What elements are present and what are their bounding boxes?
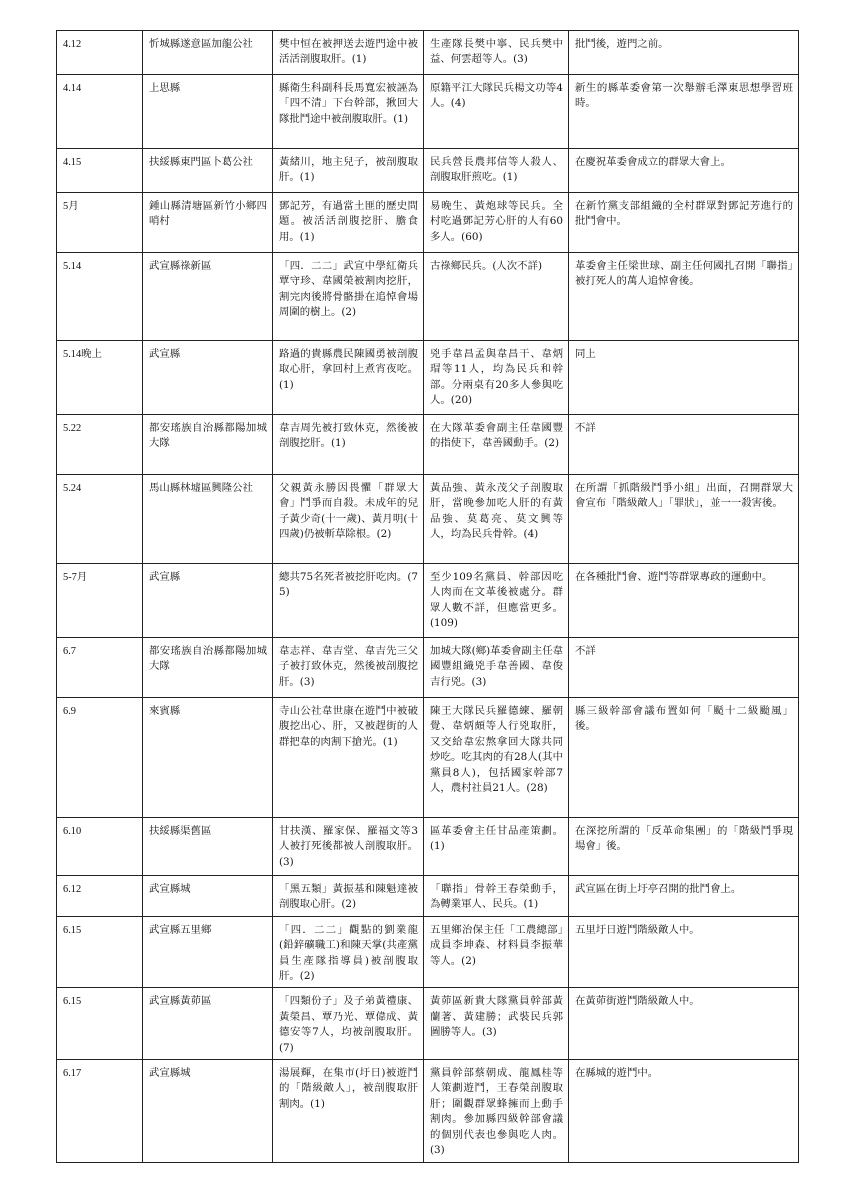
date-cell: 5.22 [57,415,143,475]
table-row [57,916,799,988]
place-cell: 武宣縣 [143,341,273,415]
context-cell: 在縣城的遊鬥中。 [569,1060,799,1162]
perpetrators-cell: 黃茆區新貴大隊黨員幹部黃蘭著、黃建勝；武裝民兵郭圖勝等人。(3) [424,988,569,1060]
table-row [57,638,799,698]
context-cell: 武宣區在街上圩亭召開的批鬥會上。 [569,876,799,917]
date-cell: 6.15 [57,916,143,988]
context-cell: 在深挖所謂的「反革命集團」的「階級鬥爭現場會」後。 [569,818,799,876]
victims-cell: 樊中恒在被押送去遊門途中被活活剖腹取肝。(1) [273,31,424,75]
records-table [56,30,799,1163]
victims-cell: 湯展輝，在集市(圩日)被遊鬥的「階級敵人」，被剖腹取肝割肉。(1) [273,1060,424,1162]
table-row [57,475,799,564]
perpetrators-cell: 古祿鄉民兵。(人次不詳) [424,253,569,341]
place-cell: 來賓縣 [143,698,273,818]
perpetrators-cell: 陳王大隊民兵羅德練、羅朝覺、韋炳頗等人行兇取肝，又交給韋宏熬拿回大隊共同炒吃。吃其肉的有28人(其中黨員8人)，包括國家幹部7人，農村社員21人。(28) [424,698,569,818]
victims-cell: 縣衛生科副科長馬寬宏被誣為「四不清」下台幹部，揪回大隊批鬥途中被剖腹取肝。(1) [273,75,424,149]
perpetrators-cell: 「聯指」骨幹王春榮動手，為轉業軍人、民兵。(1) [424,876,569,917]
date-cell: 6.7 [57,638,143,698]
date-cell: 6.9 [57,698,143,818]
place-cell: 武宣縣 [143,564,273,638]
victims-cell: 韋志祥、韋吉堂、韋吉先三父子被打致休克，然後被剖腹挖肝。(3) [273,638,424,698]
context-cell: 在新竹黨支部組織的全村群眾對鄧記芳進行的批鬥會中。 [569,193,799,253]
place-cell: 武宣縣城 [143,876,273,917]
context-cell: 不詳 [569,638,799,698]
context-cell: 革委會主任梁世球、副主任何國扎召開「聯指」被打死人的萬人追悼會後。 [569,253,799,341]
perpetrators-cell: 易晚生、黃炮球等民兵。全村吃過鄧記芳心肝的人有60多人。(60) [424,193,569,253]
context-cell: 五里圩日遊鬥階級敵人中。 [569,916,799,988]
victims-cell: 甘扶漢、羅家保、羅福文等3人被打死後都被人剖腹取肝。(3) [273,818,424,876]
table-row [57,564,799,638]
perpetrators-cell: 民兵營長農邦信等人殺人、剖腹取肝煎吃。(1) [424,149,569,193]
victims-cell: 路過的貴縣農民陳國勇被剖腹取心肝，拿回村上煮宵夜吃。(1) [273,341,424,415]
table-row [57,1060,799,1162]
date-cell: 5月 [57,193,143,253]
perpetrators-cell: 至少109名黨員、幹部因吃人肉而在文革後被處分。群眾人數不詳，但應當更多。(109) [424,564,569,638]
table-row [57,193,799,253]
table-row [57,341,799,415]
date-cell: 6.12 [57,876,143,917]
records-table-body [57,31,799,1163]
table-row [57,818,799,876]
context-cell: 在黃茆街遊鬥階級敵人中。 [569,988,799,1060]
victims-cell: 韋吉周先被打致休克，然後被剖腹挖肝。(1) [273,415,424,475]
victims-cell: 鄧記芳，有過當土匪的歷史問題。被活活剖腹挖肝、膽食用。(1) [273,193,424,253]
table-row [57,253,799,341]
perpetrators-cell: 加城大隊(鄉)革委會副主任韋國豐組織兇手韋善國、韋俊吉行兇。(3) [424,638,569,698]
context-cell: 在所謂「抓階級鬥爭小組」出面，召開群眾大會宣布「階級敵人」「罪狀」，並一一殺害後。 [569,475,799,564]
context-cell: 在慶祝革委會成立的群眾大會上。 [569,149,799,193]
table-row [57,31,799,75]
perpetrators-cell: 在大隊革委會副主任韋國豐的指使下，韋善國動手。(2) [424,415,569,475]
date-cell: 6.10 [57,818,143,876]
context-cell: 在各種批鬥會、遊鬥等群眾專政的運動中。 [569,564,799,638]
date-cell: 5-7月 [57,564,143,638]
place-cell: 鍾山縣清塘區新竹小鄉四哨村 [143,193,273,253]
victims-cell: 「黑五類」黃振基和陳魁達被剖腹取心肝。(2) [273,876,424,917]
table-row [57,876,799,917]
perpetrators-cell: 五里鄉治保主任「工農總部」成員李坤森、材料員李振華等人。(2) [424,916,569,988]
table-row [57,988,799,1060]
perpetrators-cell: 黨員幹部蔡朝成、龍鳳桂等人策劃遊鬥，王春榮剖腹取肝；圍觀群眾蜂擁而上動手割肉。參加縣四級幹部會議的個別代表也參與吃人肉。(3) [424,1060,569,1162]
place-cell: 武宣縣祿新區 [143,253,273,341]
perpetrators-cell: 原籍平江大隊民兵楊文功等4人。(4) [424,75,569,149]
context-cell: 不詳 [569,415,799,475]
place-cell: 扶綏縣渠舊區 [143,818,273,876]
place-cell: 馬山縣林墟區興隆公社 [143,475,273,564]
context-cell: 同上 [569,341,799,415]
perpetrators-cell: 生產隊長樊中寧、民兵樊中益、何雲超等人。(3) [424,31,569,75]
context-cell: 新生的縣革委會第一次舉辦毛澤東思想學習班時。 [569,75,799,149]
perpetrators-cell: 黃品強、黃永茂父子剖腹取肝，當晚參加吃人肝的有黃品強、莫葛亮、莫文興等人，均為民兵骨幹。(4) [424,475,569,564]
victims-cell: 「四類份子」及子弟黃禮康、黃榮昌、覃乃光、覃偉成、黃德安等7人，均被剖腹取肝。(7) [273,988,424,1060]
context-cell: 縣三級幹部會議布置如何「颳十二級颱風」後。 [569,698,799,818]
table-row [57,698,799,818]
table-row [57,75,799,149]
place-cell: 忻城縣遂意區加龍公社 [143,31,273,75]
place-cell: 都安瑤族自治縣都陽加城大隊 [143,638,273,698]
date-cell: 4.15 [57,149,143,193]
place-cell: 武宣縣黃茆區 [143,988,273,1060]
date-cell: 6.17 [57,1060,143,1162]
date-cell: 4.14 [57,75,143,149]
perpetrators-cell: 兇手韋昌孟與韋昌干、韋炳瑁等11人，均為民兵和幹部。分兩桌有20多人參與吃人。(20) [424,341,569,415]
victims-cell: 總共75名死者被挖肝吃肉。(75) [273,564,424,638]
date-cell: 5.24 [57,475,143,564]
victims-cell: 黃緒川，地主兒子，被剖腹取肝。(1) [273,149,424,193]
place-cell: 上思縣 [143,75,273,149]
table-row [57,149,799,193]
victims-cell: 「四．二二」武宣中學紅衛兵覃守珍、韋國榮被割肉挖肝，割完肉後將骨骼掛在追悼會場周圍的樹上。(2) [273,253,424,341]
place-cell: 都安瑤族自治縣都陽加城大隊 [143,415,273,475]
place-cell: 武宣縣城 [143,1060,273,1162]
table-row [57,415,799,475]
date-cell: 4.12 [57,31,143,75]
victims-cell: 寺山公社韋世康在遊鬥中被破腹挖出心、肝，又被趕街的人群把韋的肉割下搶光。(1) [273,698,424,818]
date-cell: 5.14晚上 [57,341,143,415]
date-cell: 6.15 [57,988,143,1060]
date-cell: 5.14 [57,253,143,341]
victims-cell: 「四．二二」觀點的劉業龍(鉛鋅礦職工)和陳天掌(共產黨員生產隊指導員)被剖腹取肝。(2) [273,916,424,988]
place-cell: 武宣縣五里鄉 [143,916,273,988]
place-cell: 扶綏縣東門區卜葛公社 [143,149,273,193]
context-cell: 批鬥後，遊門之前。 [569,31,799,75]
victims-cell: 父親黃永勝因畏懼「群眾大會」鬥爭而自殺。未成年的兒子黃少奇(十一歲)、黃月明(十四歲)仍被斬草除根。(2) [273,475,424,564]
perpetrators-cell: 區革委會主任甘品產策劃。(1) [424,818,569,876]
